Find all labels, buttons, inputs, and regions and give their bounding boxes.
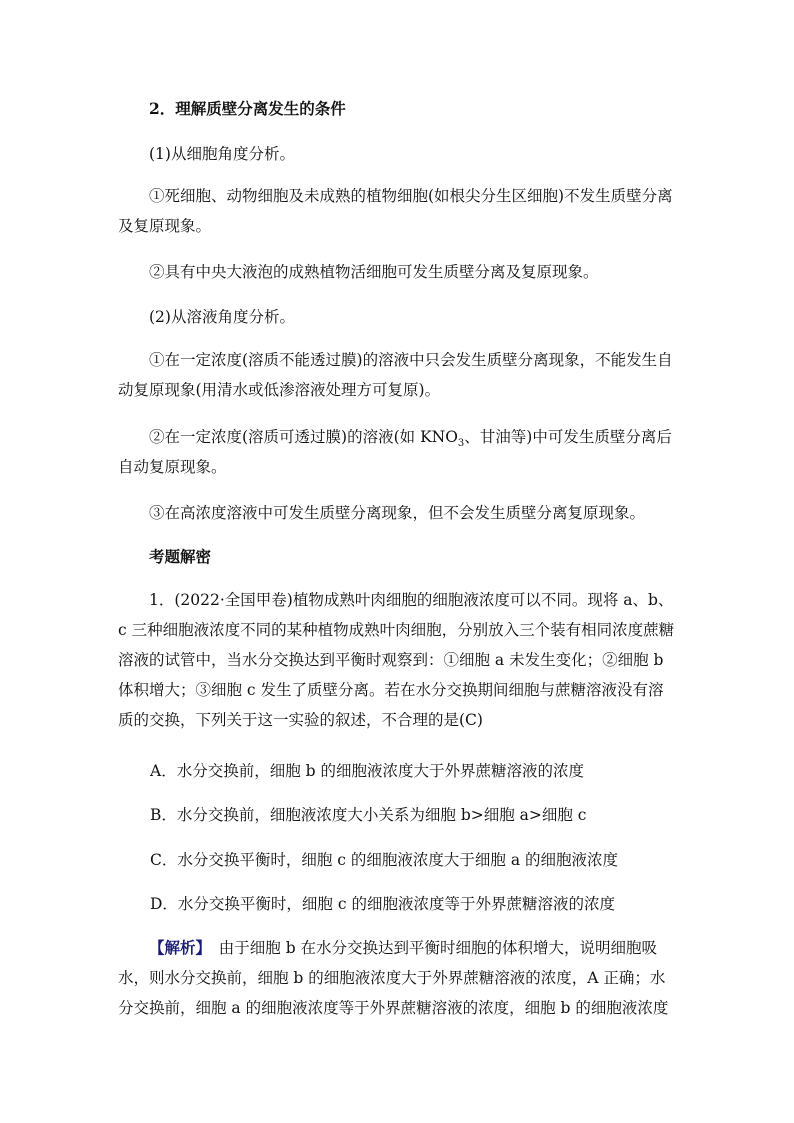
cell-point-1: ①死细胞、动物细胞及未成熟的植物细胞(如根尖分生区细胞)不发生质壁分离及复原现象。 bbox=[118, 187, 673, 235]
solution-point-2-pre: ②在一定浓度(溶质可透过膜)的溶液(如 KNO bbox=[149, 428, 458, 446]
cell-angle-heading: (1)从细胞角度分析。 bbox=[149, 145, 295, 163]
solution-point-2-sub: 3 bbox=[457, 438, 465, 450]
analysis-text: 由于细胞 b 在水分交换达到平衡时细胞的体积增大，说明细胞吸水，则水分交换前，细胞 b 的细胞液浓度大于外界蔗糖溶液的浓度，A 正确；水分交换前，细胞 a 的细胞液浓度等于外界蔗糖溶液的浓度，细胞 b 的细胞液浓度 bbox=[118, 939, 669, 1017]
exam-heading: 考题解密 bbox=[149, 547, 212, 566]
question-text: 1．(2022·全国甲卷)植物成熟叶肉细胞的细胞液浓度可以不同。现将 a、b、c 三种细胞液浓度不同的某种植物成熟叶肉细胞，分别放入三个装有相同浓度蔗糖溶液的试管中，当水分交换达到平衡时观察到：①细胞 a 未发生变化；②细胞 b 体积增大；③细胞 c 发生了质壁分离。若在水分交换期间细胞与蔗糖溶液没有溶质的交换，下列关于这一实验的叙述，不合理的是(C) bbox=[118, 591, 675, 729]
solution-point-2-post: 、甘油等)中可发生质壁分离后自动复原现象。 bbox=[118, 428, 672, 476]
option-a: A．水分交换前，细胞 b 的细胞液浓度大于外界蔗糖溶液的浓度 bbox=[150, 762, 584, 780]
option-b: B．水分交换前，细胞液浓度大小关系为细胞 b>细胞 a>细胞 c bbox=[150, 806, 587, 824]
solution-point-3: ③在高浓度溶液中可发生质壁分离现象，但不会发生质壁分离复原现象。 bbox=[149, 504, 646, 522]
solution-point-2 bbox=[118, 422, 678, 482]
option-d: D．水分交换平衡时，细胞 c 的细胞液浓度等于外界蔗糖溶液的浓度 bbox=[150, 895, 615, 913]
solution-point-1: ①在一定浓度(溶质不能透过膜)的溶液中只会发生质壁分离现象，不能发生自动复原现象(用清水或低渗溶液处理方可复原)。 bbox=[118, 351, 673, 399]
section-heading: 2．理解质壁分离发生的条件 bbox=[149, 99, 346, 118]
analysis-paragraph bbox=[118, 933, 678, 1023]
option-c: C．水分交换平衡时，细胞 c 的细胞液浓度大于细胞 a 的细胞液浓度 bbox=[150, 851, 618, 869]
cell-point-2: ②具有中央大液泡的成熟植物活细胞可发生质壁分离及复原现象。 bbox=[149, 263, 599, 281]
solution-angle-heading: (2)从溶液角度分析。 bbox=[149, 308, 295, 326]
analysis-tag: 【解析】 bbox=[149, 938, 204, 957]
